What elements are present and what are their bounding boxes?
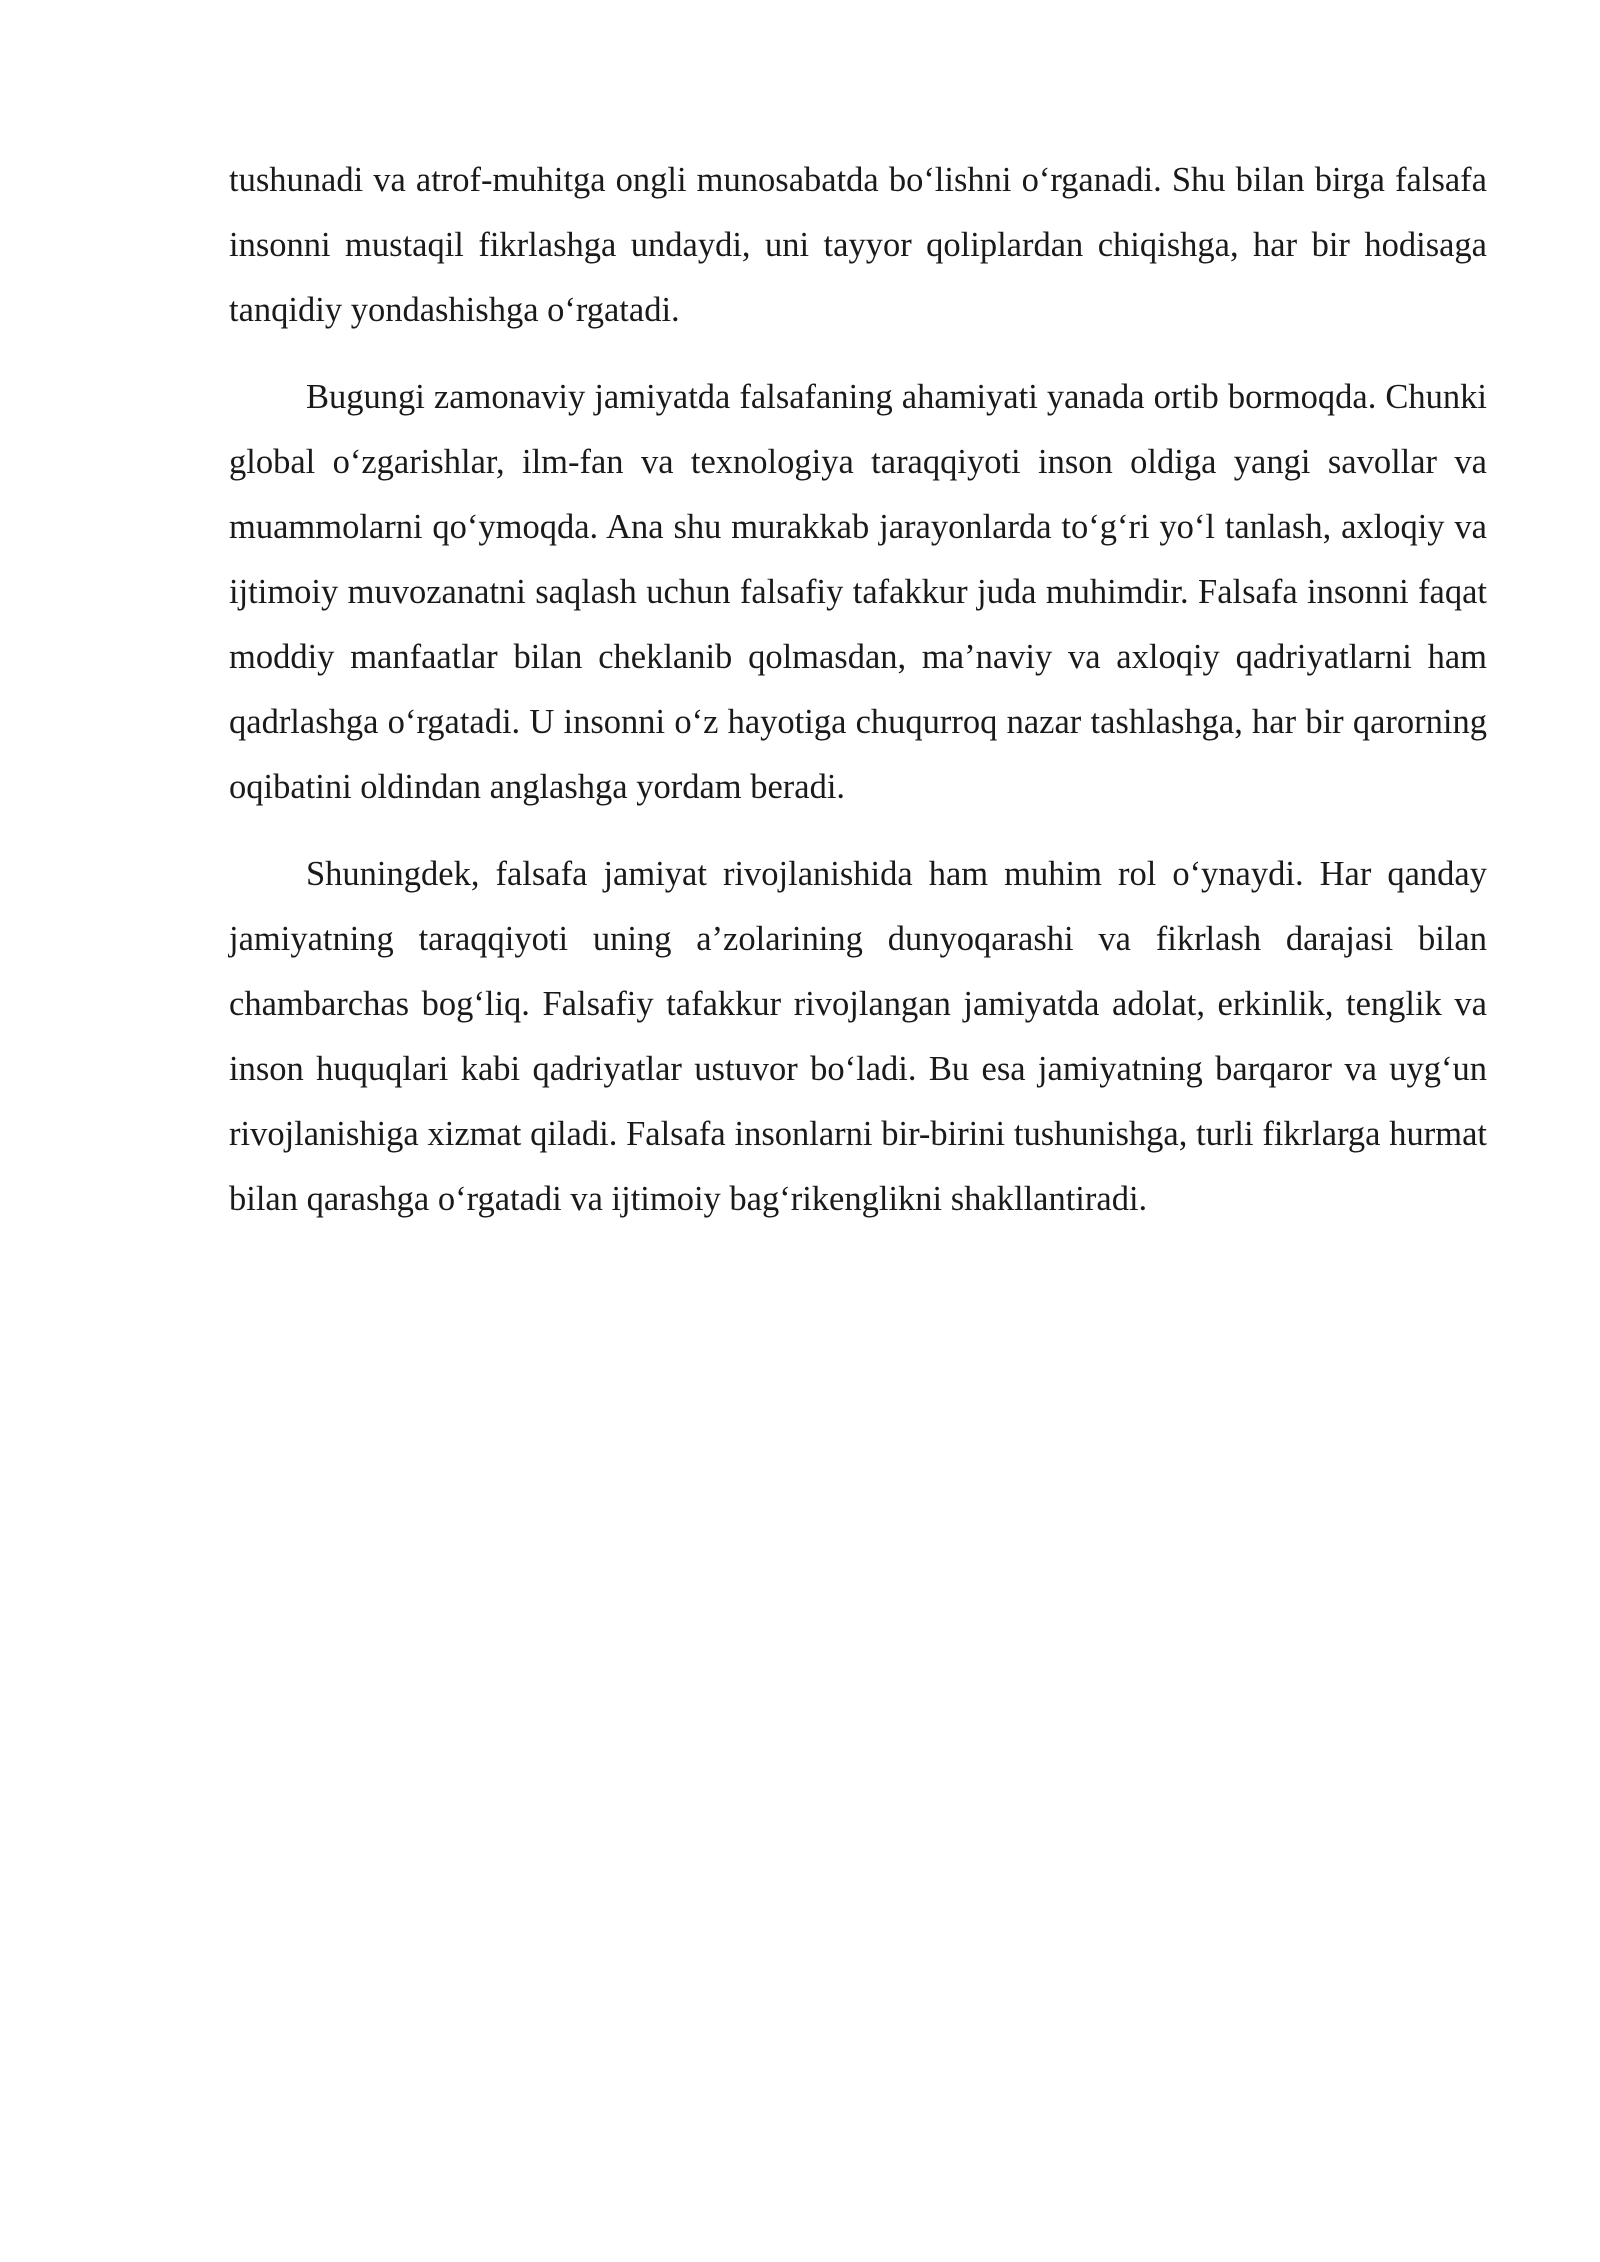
paragraph-philosophy-importance: Bugungi zamonaviy jamiyatda falsafaning ahamiyati yanada ortib bormoqda. Chunki global o‘zgarishlar, ilm-fan va texnologiya taraqqiyoti inson oldiga yangi savollar va muammolarni qo‘ymoqda. Ana shu murakkab jarayonlarda to‘g‘ri yo‘l tanlash, axloqiy va ijtimoiy muvozanatni saqlash uchun falsafiy tafakkur juda muhimdir. Falsafa insonni faqat moddiy manfaatlar bilan cheklanib qolmasdan, ma’naviy va axloqiy qadriyatlarni ham qadrlashga o‘rgatadi. U insonni o‘z hayotiga chuqurroq nazar tashlashga, har bir qarorning oqibatini oldindan anglashga yordam beradi.	[229, 378, 1487, 806]
body-text	[229, 148, 1487, 1254]
paragraph-society-development: Shuningdek, falsafa jamiyat rivojlanishida ham muhim rol o‘ynaydi. Har qanday jamiyatning taraqqiyoti uning a’zolarining dunyoqarashi va fikrlash darajasi bilan chambarchas bog‘liq. Falsafiy tafakkur rivojlangan jamiyatda adolat, erkinlik, tenglik va inson huquqlari kabi qadriyatlar ustuvor bo‘ladi. Bu esa jamiyatning barqaror va uyg‘un rivojlanishiga xizmat qiladi. Falsafa insonlarni bir-birini tushunishga, turli fikrlarga hurmat bilan qarashga o‘rgatadi va ijtimoiy bag‘rikenglikni shakllantiradi.	[229, 855, 1487, 1218]
paragraph-continuation: tushunadi va atrof-muhitga ongli munosabatda bo‘lishni o‘rganadi. Shu bilan birga falsafa insonni mustaqil fikrlashga undaydi, uni tayyor qoliplardan chiqishga, har bir hodisaga tanqidiy yondashishga o‘rgatadi.	[229, 161, 1487, 329]
